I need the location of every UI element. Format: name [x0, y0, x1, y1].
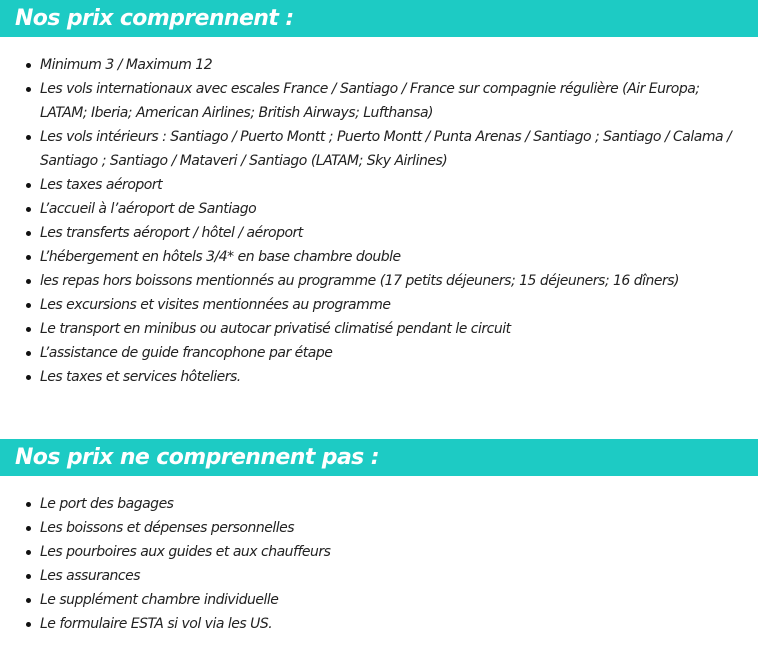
- list-item: les repas hors boissons mentionnés au programme (17 petits déjeuners; 15 déjeuners; 16 dîners): [0, 269, 758, 293]
- list-item: Les pourboires aux guides et aux chauffeurs: [0, 540, 758, 564]
- list-item: Minimum 3 / Maximum 12: [0, 53, 758, 77]
- list-item: Les excursions et visites mentionnées au programme: [0, 293, 758, 317]
- list-item: Les taxes et services hôteliers.: [0, 365, 758, 389]
- list-item: L’hébergement en hôtels 3/4* en base chambre double: [0, 245, 758, 269]
- list-item: Le port des bagages: [0, 492, 758, 516]
- list-item: L’assistance de guide francophone par étape: [0, 341, 758, 365]
- excluded-heading: Nos prix ne comprennent pas :: [0, 439, 758, 476]
- included-list: [0, 53, 758, 389]
- list-item: Les taxes aéroport: [0, 173, 758, 197]
- list-item: Les assurances: [0, 564, 758, 588]
- list-item: Le transport en minibus ou autocar privatisé climatisé pendant le circuit: [0, 317, 758, 341]
- list-item: Le formulaire ESTA si vol via les US.: [0, 612, 758, 636]
- list-item: Les vols internationaux avec escales France / Santiago / France sur compagnie régulière (Air Europa; LATAM; Iberia; American Airlines; British Airways; Lufthansa): [0, 77, 758, 125]
- list-item: L’accueil à l’aéroport de Santiago: [0, 197, 758, 221]
- excluded-list: [0, 492, 758, 636]
- list-item: Les boissons et dépenses personnelles: [0, 516, 758, 540]
- list-item: Le supplément chambre individuelle: [0, 588, 758, 612]
- list-item: Les transferts aéroport / hôtel / aéroport: [0, 221, 758, 245]
- included-heading: Nos prix comprennent :: [0, 0, 758, 37]
- list-item: Les vols intérieurs : Santiago / Puerto Montt ; Puerto Montt / Punta Arenas / Santiago ; Santiago / Calama / Santiago ; Santiago / Mataveri / Santiago (LATAM; Sky Airlines): [0, 125, 758, 173]
- excluded-section: [0, 439, 758, 636]
